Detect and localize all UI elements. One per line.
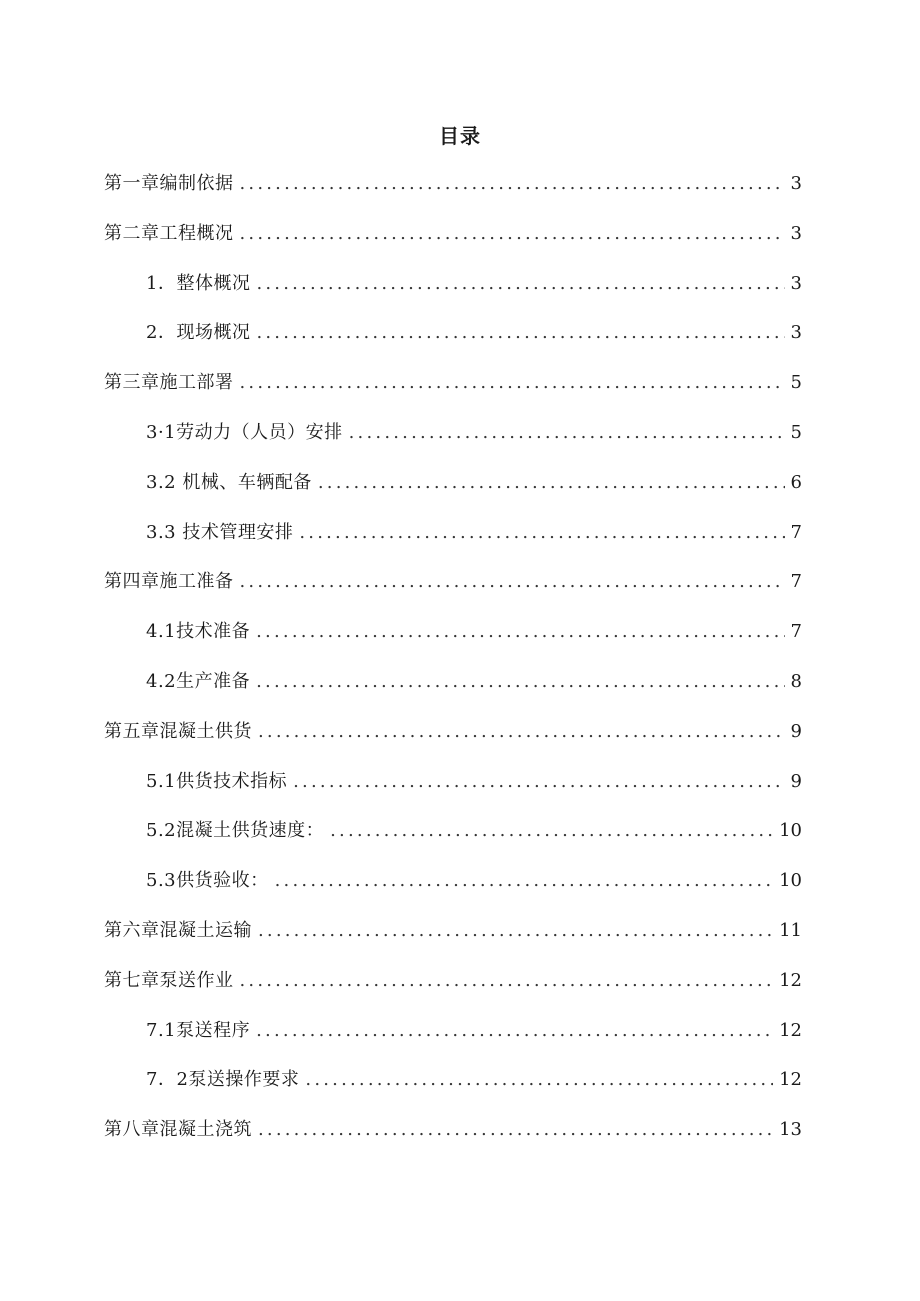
toc-entry-label: 第八章混凝土浇筑 xyxy=(104,1119,252,1141)
toc-entry-label: 7.1泵送程序 xyxy=(146,1019,251,1041)
toc-entry[interactable] xyxy=(104,863,802,913)
toc-page-number: 9 xyxy=(790,720,802,742)
toc-dot-leader xyxy=(240,963,774,999)
toc-page-number: 10 xyxy=(779,870,802,892)
toc-entry[interactable] xyxy=(104,216,802,266)
toc-entry-label: 5.2混凝土供货速度： xyxy=(146,820,325,842)
toc-entry[interactable] xyxy=(104,764,802,814)
toc-entry-label: 1．整体概况 xyxy=(146,272,251,294)
toc-entry[interactable] xyxy=(104,465,802,515)
toc-page-number: 12 xyxy=(779,969,802,991)
toc-dot-leader xyxy=(305,1062,773,1098)
toc-entry-label: 第六章混凝土运输 xyxy=(104,919,252,941)
toc-page-number: 7 xyxy=(790,571,802,593)
toc-dot-leader xyxy=(258,1112,773,1148)
toc-entry[interactable] xyxy=(104,963,802,1013)
toc-entry-label: 3.2 机械、车辆配备 xyxy=(146,471,312,493)
toc-dot-leader xyxy=(256,1013,773,1049)
toc-page-number: 3 xyxy=(790,322,802,344)
toc-dot-leader xyxy=(318,465,785,501)
toc-dot-leader xyxy=(256,266,784,302)
toc-dot-leader xyxy=(299,515,784,551)
toc-entry-label: 第七章泵送作业 xyxy=(104,969,234,991)
toc-entry[interactable] xyxy=(104,664,802,714)
toc-entry[interactable] xyxy=(104,913,802,963)
toc-page-number: 12 xyxy=(779,1019,802,1041)
toc-entry[interactable] xyxy=(104,614,802,664)
toc-page-number: 5 xyxy=(790,372,802,394)
toc-dot-leader xyxy=(258,913,773,949)
toc-page-number: 10 xyxy=(779,820,802,842)
toc-entry[interactable] xyxy=(104,166,802,216)
toc-page-number: 3 xyxy=(790,173,802,194)
toc-page-number: 9 xyxy=(790,770,802,792)
toc-entry-label: 5.1供货技术指标 xyxy=(146,770,288,792)
toc-entry-label: 第五章混凝土供货 xyxy=(104,720,252,742)
toc-page-number: 3 xyxy=(790,222,802,244)
toc-dot-leader xyxy=(330,813,773,849)
toc-dot-leader xyxy=(293,764,784,800)
toc-entry-label: 第四章施工准备 xyxy=(104,571,234,593)
toc-dot-leader xyxy=(240,166,785,202)
toc-entry-label: 3·1劳动力（人员）安排 xyxy=(146,421,343,443)
toc-page-number: 11 xyxy=(779,919,802,941)
toc-entry-label: 第一章编制依据 xyxy=(104,173,234,194)
toc-entry[interactable] xyxy=(104,564,802,614)
toc-dot-leader xyxy=(256,315,784,351)
toc-entry-label: 4.1技术准备 xyxy=(146,621,251,643)
toc-entry-label: 7．2泵送操作要求 xyxy=(146,1069,300,1091)
toc-entry-label: 2．现场概况 xyxy=(146,322,251,344)
toc-dot-leader xyxy=(240,216,785,252)
toc-entry[interactable] xyxy=(104,266,802,316)
toc-page-number: 8 xyxy=(790,670,802,692)
toc-entry[interactable] xyxy=(104,1112,802,1162)
toc-entry[interactable] xyxy=(104,1062,802,1112)
toc-entry[interactable] xyxy=(104,315,802,365)
toc-page-number: 6 xyxy=(790,471,802,493)
toc-entry[interactable] xyxy=(104,1013,802,1063)
toc-page-number: 7 xyxy=(790,621,802,643)
toc-entry-label: 第二章工程概况 xyxy=(104,222,234,244)
toc-page-number: 13 xyxy=(779,1119,802,1141)
toc-entry-label: 4.2生产准备 xyxy=(146,670,251,692)
toc-dot-leader xyxy=(256,664,784,700)
toc-entry-label: 第三章施工部署 xyxy=(104,372,234,394)
toc-page-number: 12 xyxy=(779,1069,802,1091)
toc-entry[interactable] xyxy=(104,813,802,863)
toc-entry[interactable] xyxy=(104,515,802,565)
toc-entry[interactable] xyxy=(104,365,802,415)
toc-list xyxy=(104,166,802,1162)
toc-entry[interactable] xyxy=(104,714,802,764)
toc-page-number: 5 xyxy=(790,421,802,443)
toc-entry[interactable] xyxy=(104,415,802,465)
toc-dot-leader xyxy=(256,614,784,650)
toc-dot-leader xyxy=(275,863,773,899)
toc-dot-leader xyxy=(258,714,785,750)
toc-entry-label: 5.3供货验收： xyxy=(146,870,269,892)
toc-dot-leader xyxy=(349,415,785,451)
toc-dot-leader xyxy=(240,564,785,600)
toc-page-number: 3 xyxy=(790,272,802,294)
toc-page-number: 7 xyxy=(790,521,802,543)
toc-title: 目录 xyxy=(439,124,481,148)
toc-dot-leader xyxy=(240,365,785,401)
toc-entry-label: 3.3 技术管理安排 xyxy=(146,521,294,543)
